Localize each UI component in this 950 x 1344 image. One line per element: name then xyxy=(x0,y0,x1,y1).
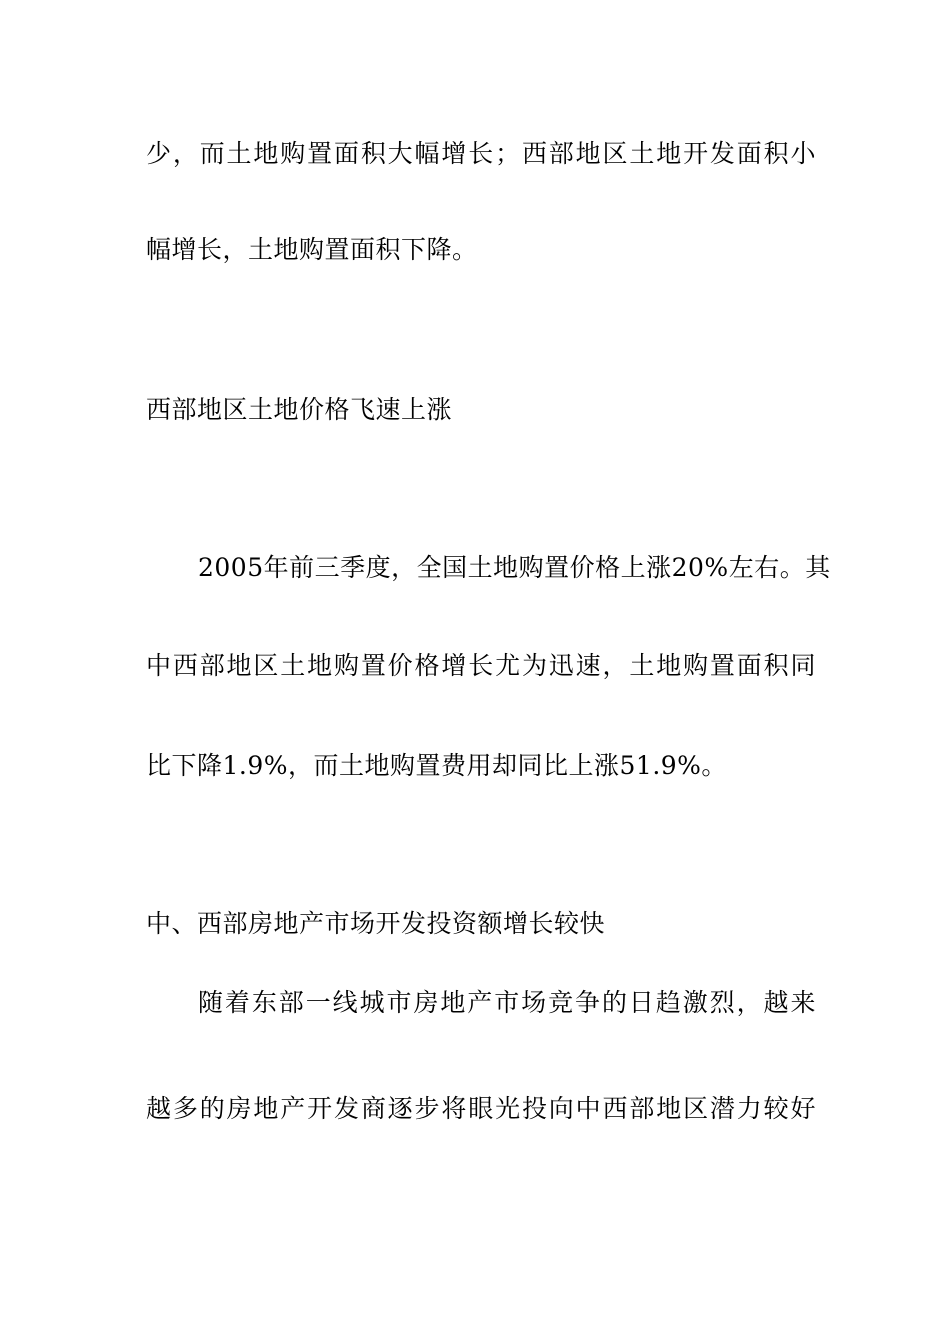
paragraph-1-line-1: 少，而土地购置面积大幅增长；西部地区土地开发面积小 xyxy=(146,139,816,168)
paragraph-3-line-1: 随着东部一线城市房地产市场竞争的日趋激烈，越来 xyxy=(198,988,816,1017)
paragraph-2-line-3: 比下降1.9%，而土地购置费用却同比上涨51.9%。 xyxy=(146,751,727,780)
paragraph-2-line-2: 中西部地区土地购置价格增长尤为迅速，土地购置面积同 xyxy=(146,651,816,680)
paragraph-2-line-1: 2005年前三季度，全国土地购置价格上涨20%左右。其 xyxy=(198,553,831,582)
paragraph-3-line-2: 越多的房地产开发商逐步将眼光投向中西部地区潜力较好 xyxy=(146,1094,816,1123)
section-heading-investment-growth: 中、西部房地产市场开发投资额增长较快 xyxy=(146,909,606,938)
paragraph-1-line-2: 幅增长，土地购置面积下降。 xyxy=(146,235,478,264)
section-heading-west-land-price: 西部地区土地价格飞速上涨 xyxy=(146,395,453,424)
